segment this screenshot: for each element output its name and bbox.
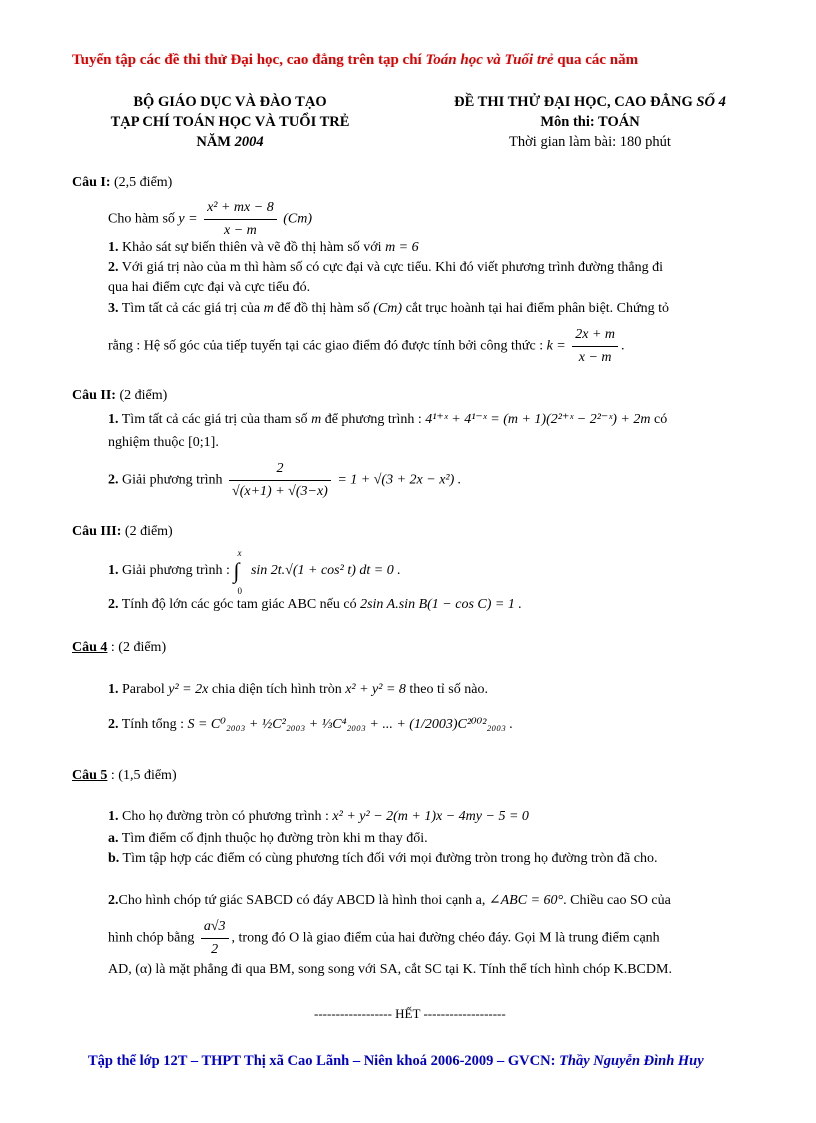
magazine-name: TẠP CHÍ TOÁN HỌC VÀ TUỔI TRẺ <box>110 114 350 130</box>
q5-part2: 2.Cho hình chóp tứ giác SABCD có đáy ABCD là hình thoi cạnh a, ∠ABC = 60°. Chiều cao SO của <box>108 893 671 908</box>
q2-heading: Câu II: (2 điểm) <box>72 388 168 403</box>
q1-part2: 2. Với giá trị nào của m thì hàm số có cực đại và cực tiểu. Khi đó viết phương trình đường thẳng đi <box>108 260 664 275</box>
q5-height-fraction: $\frac{a√3}{2}$ <box>201 916 229 961</box>
header-right <box>420 92 760 152</box>
exam-year: NĂM 2004 <box>196 134 264 150</box>
q1-function: Cho hàm số y = $\frac{\text{x² + mx − 8}}{x - m}$ (Cm) <box>108 197 312 242</box>
q5-part-a: a. Tìm điểm cố định thuộc họ đường tròn khi m thay đổi. <box>108 831 428 846</box>
q2-fraction: $\frac{2}{√(x+1) + √(3-x)}$ <box>229 458 331 503</box>
q1-slope-fraction: $\frac{2x + m}{x - m}$ <box>572 324 618 369</box>
q2-part1-cont: nghiệm thuộc [0;1]. <box>108 435 219 450</box>
exam-title: ĐỀ THI THỬ ĐẠI HỌC, CAO ĐẲNG SỐ 4 <box>454 94 726 110</box>
q4-heading: Câu 4 : (2 điểm) <box>72 640 167 655</box>
q4-part2: 2. Tính tổng : S = C⁰₂₀₀₃ + ½C²₂₀₀₃ + ⅓C⁴₂₀₀₃ + ... + (1/2003)C²⁰⁰²₂₀₀₃ . <box>108 717 513 732</box>
q3-part1: 1. Giải phương trình : ∫ x 0 sin 2t.√(1 + cos² t) dt = 0 . <box>108 548 401 596</box>
q1-part3-cont: rằng : Hệ số góc của tiếp tuyến tại các giao điểm đó được tính bởi công thức : k = $\frac{2x + m}{x - m}$ . <box>108 324 625 369</box>
q2-part1: 1. Tìm tất cả các giá trị của tham số m để phương trình : 4¹⁺ˣ + 4¹⁻ˣ = (m + 1)(2²⁺ˣ − 2²⁻ˣ) + 2m có <box>108 412 668 427</box>
q4-part1: 1. Parabol y² = 2x chia diện tích hình tròn x² + y² = 8 theo tỉ số nào. <box>108 682 488 697</box>
q5-part2-line3: AD, (α) là mặt phẳng đi qua BM, song song với SA, cắt SC tại K. Tính thể tích hình chóp K.BCDM. <box>108 962 672 977</box>
integral-sign: ∫ x 0 <box>233 548 242 596</box>
header-left <box>100 92 360 152</box>
exam-duration: Thời gian làm bài: 180 phút <box>509 134 671 150</box>
exam-subject: Môn thi: TOÁN <box>540 114 640 130</box>
q1-part2-cont: qua hai điểm cực đại và cực tiểu đó. <box>108 280 311 295</box>
footer-credit: Tập thể lớp 12T – THPT Thị xã Cao Lãnh – Niên khoá 2006-2009 – GVCN: Thầy Nguyễn Đình Huy <box>88 1053 704 1069</box>
q5-heading: Câu 5 : (1,5 điểm) <box>72 768 177 783</box>
q3-heading: Câu III: (2 điểm) <box>72 524 173 539</box>
end-marker: ------------------ HẾT ------------------- <box>314 1006 506 1021</box>
q1-part3: 3. Tìm tất cả các giá trị của m để đồ thị hàm số (Cm) cắt trục hoành tại hai điểm phân biệt. Chứng tỏ <box>108 301 669 316</box>
q1-part1: 1. Khảo sát sự biến thiên và vẽ đồ thị hàm số với m = 6 <box>108 240 419 255</box>
q5-part-b: b. Tìm tập hợp các điểm có cùng phương tích đối với mọi đường tròn trong họ đường tròn đã cho. <box>108 851 658 866</box>
q2-part2: 2. Giải phương trình $\frac{2}{√(x+1) + √(3-x)}$ = 1 + √(3 + 2x − x²) . <box>108 458 461 503</box>
ministry-name: BỘ GIÁO DỤC VÀ ĐÀO TẠO <box>133 94 327 110</box>
q3-part2: 2. Tính độ lớn các góc tam giác ABC nếu có 2sin A.sin B(1 − cos C) = 1 . <box>108 597 522 612</box>
q1-fraction: $\frac{\text{x² + mx − 8}}{x - m}$ <box>204 197 277 242</box>
collection-title: Tuyển tập các đề thi thử Đại học, cao đẳng trên tạp chí Toán học và Tuổi trẻ qua các năm <box>72 52 639 68</box>
q5-part2-line2: hình chóp bằng $\frac{a√3}{2}$ , trong đó O là giao điểm của hai đường chéo đáy. Gọi M là trung điểm cạnh <box>108 916 660 961</box>
q1-heading: Câu I: (2,5 điểm) <box>72 175 173 190</box>
q5-part1: 1. Cho họ đường tròn có phương trình : x² + y² − 2(m + 1)x − 4my − 5 = 0 <box>108 809 529 824</box>
